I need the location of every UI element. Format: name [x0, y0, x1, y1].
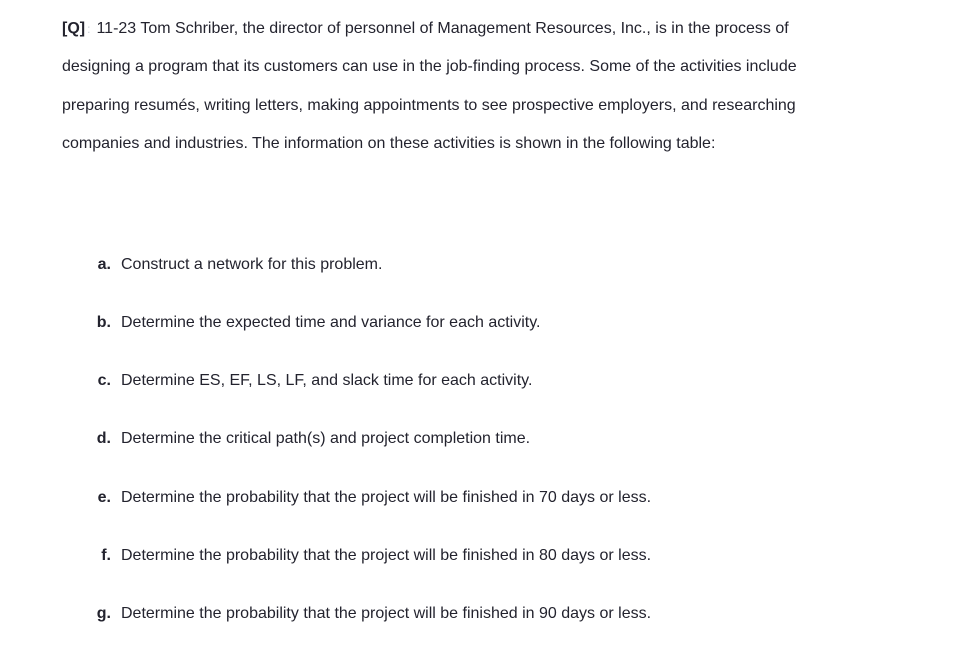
- part-letter: d.: [96, 430, 111, 447]
- part-text: Determine the probability that the project will be finished in 80 days or less.: [121, 547, 652, 564]
- part-text: Determine the probability that the project will be finished in 90 days or less.: [121, 605, 652, 622]
- question-tag: [Q]: [62, 20, 86, 37]
- part-letter: b.: [96, 314, 111, 331]
- part-letter: e.: [97, 489, 111, 506]
- part-item: [0, 371, 760, 391]
- part-text: Determine the critical path(s) and project completion time.: [121, 430, 531, 447]
- part-letter: f.: [101, 547, 111, 564]
- part-item: [0, 604, 760, 624]
- question-separator: :: [87, 22, 91, 36]
- question-text: 11-23 Tom Schriber, the director of personnel of Management Resources, Inc., is in the process of designing a program that its customers can use in the job-finding process. Some of the activities include preparing resumés, writing letters, making appointments to see prospective employers, and researching companies and industries. The information on these activities is shown in the following table:: [62, 20, 797, 152]
- part-text: Determine the expected time and variance for each activity.: [121, 314, 541, 331]
- part-letter: g.: [96, 605, 111, 622]
- part-letter: c.: [97, 372, 111, 389]
- part-text: Determine the probability that the project will be finished in 70 days or less.: [121, 489, 652, 506]
- part-letter: a.: [97, 256, 111, 273]
- part-item: [0, 488, 760, 508]
- part-item: [0, 546, 760, 566]
- part-item: [0, 429, 760, 449]
- part-text: Construct a network for this problem.: [121, 256, 383, 273]
- part-item: [0, 255, 760, 275]
- part-text: Determine ES, EF, LS, LF, and slack time for each activity.: [121, 372, 533, 389]
- part-item: [0, 313, 760, 333]
